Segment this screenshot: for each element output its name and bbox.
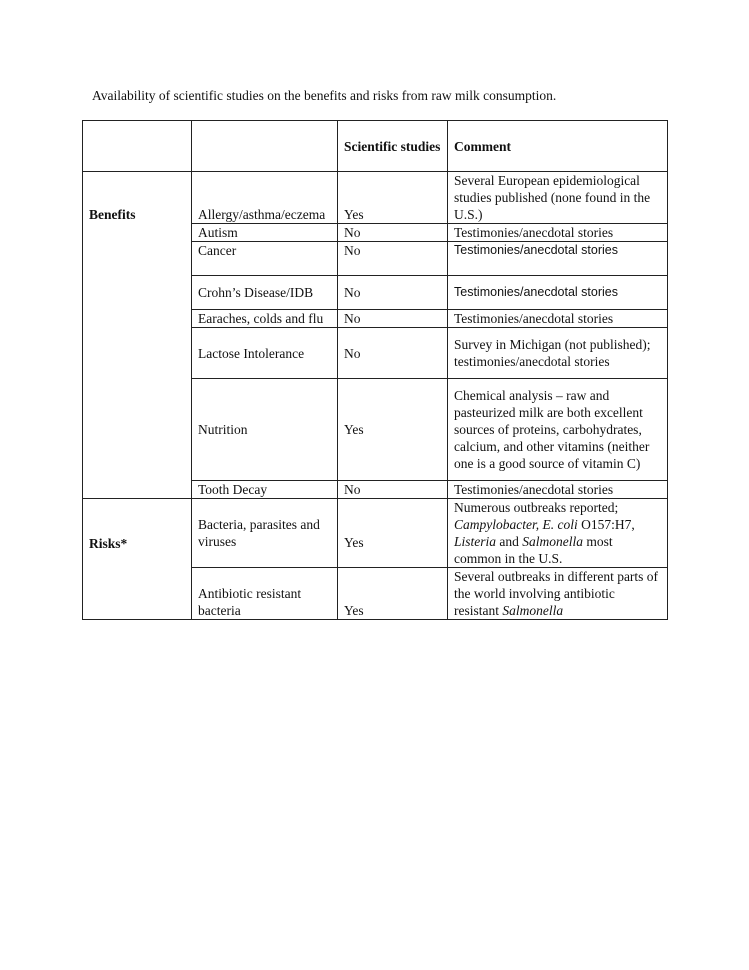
row-studies: Yes — [338, 379, 448, 481]
header-scientific-studies-label: Scientific studies — [344, 138, 441, 154]
row-comment: Testimonies/anecdotal stories — [448, 310, 668, 328]
row-comment: Testimonies/anecdotal stories — [448, 276, 668, 310]
table-caption: Availability of scientific studies on the benefits and risks from raw milk consumption. — [92, 88, 557, 103]
comment-part: Numerous outbreaks reported; — [454, 500, 619, 515]
row-comment: Several European epidemiological studies published (none found in the U.S.) — [448, 172, 668, 224]
row-comment: Testimonies/anecdotal stories — [448, 242, 668, 276]
row-studies: No — [338, 242, 448, 276]
row-studies: Yes — [338, 499, 448, 568]
group-benefits — [83, 172, 192, 499]
row-item: Earaches, colds and flu — [192, 310, 338, 328]
row-studies: No — [338, 310, 448, 328]
group-risks — [83, 499, 192, 620]
group-benefits-label: Benefits — [89, 207, 136, 222]
comment-part-italic: Campylobacter, E. coli — [454, 517, 578, 532]
row-comment — [448, 499, 668, 568]
row-item: Antibiotic resistant bacteria — [192, 568, 338, 620]
row-comment: Testimonies/anecdotal stories — [448, 481, 668, 499]
row-item: Cancer — [192, 242, 338, 276]
row-studies: No — [338, 224, 448, 242]
table-row — [83, 499, 668, 568]
row-item: Tooth Decay — [192, 481, 338, 499]
row-item: Bacteria, parasites and viruses — [192, 499, 338, 568]
row-studies: No — [338, 481, 448, 499]
comment-part-italic: Salmonella — [502, 603, 564, 618]
row-studies: No — [338, 276, 448, 310]
row-item: Lactose Intolerance — [192, 328, 338, 379]
comment-part: most common in the U.S. — [454, 534, 613, 566]
comment-part: O157:H7, — [577, 517, 635, 532]
comment-part-italic: Listeria — [454, 534, 497, 549]
comment-part-italic: Salmonella — [522, 534, 584, 549]
row-studies: Yes — [338, 568, 448, 620]
row-item: Nutrition — [192, 379, 338, 481]
row-item: Allergy/asthma/eczema — [192, 172, 338, 224]
header-group-cell — [83, 121, 192, 172]
table-header-row — [83, 121, 668, 172]
row-comment — [448, 568, 668, 620]
row-item: Crohn’s Disease/IDB — [192, 276, 338, 310]
header-comment-label: Comment — [454, 138, 511, 154]
comment-part: and — [496, 534, 523, 549]
header-item-cell — [192, 121, 338, 172]
row-comment: Survey in Michigan (not published); testimonies/anecdotal stories — [448, 328, 668, 379]
table-row — [83, 172, 668, 224]
row-comment: Chemical analysis – raw and pasteurized milk are both excellent sources of proteins, carbohydrates, calcium, and other vitamins (neither one is a good source of vitamin C) — [448, 379, 668, 481]
group-risks-label: Risks* — [89, 536, 128, 551]
header-scientific-studies — [338, 121, 448, 172]
raw-milk-studies-table — [82, 120, 668, 620]
comment-part: Several outbreaks in different parts of the world involving antibiotic resistant — [454, 569, 659, 618]
row-studies: Yes — [338, 172, 448, 224]
header-comment — [448, 121, 668, 172]
row-item: Autism — [192, 224, 338, 242]
row-studies: No — [338, 328, 448, 379]
row-comment: Testimonies/anecdotal stories — [448, 224, 668, 242]
